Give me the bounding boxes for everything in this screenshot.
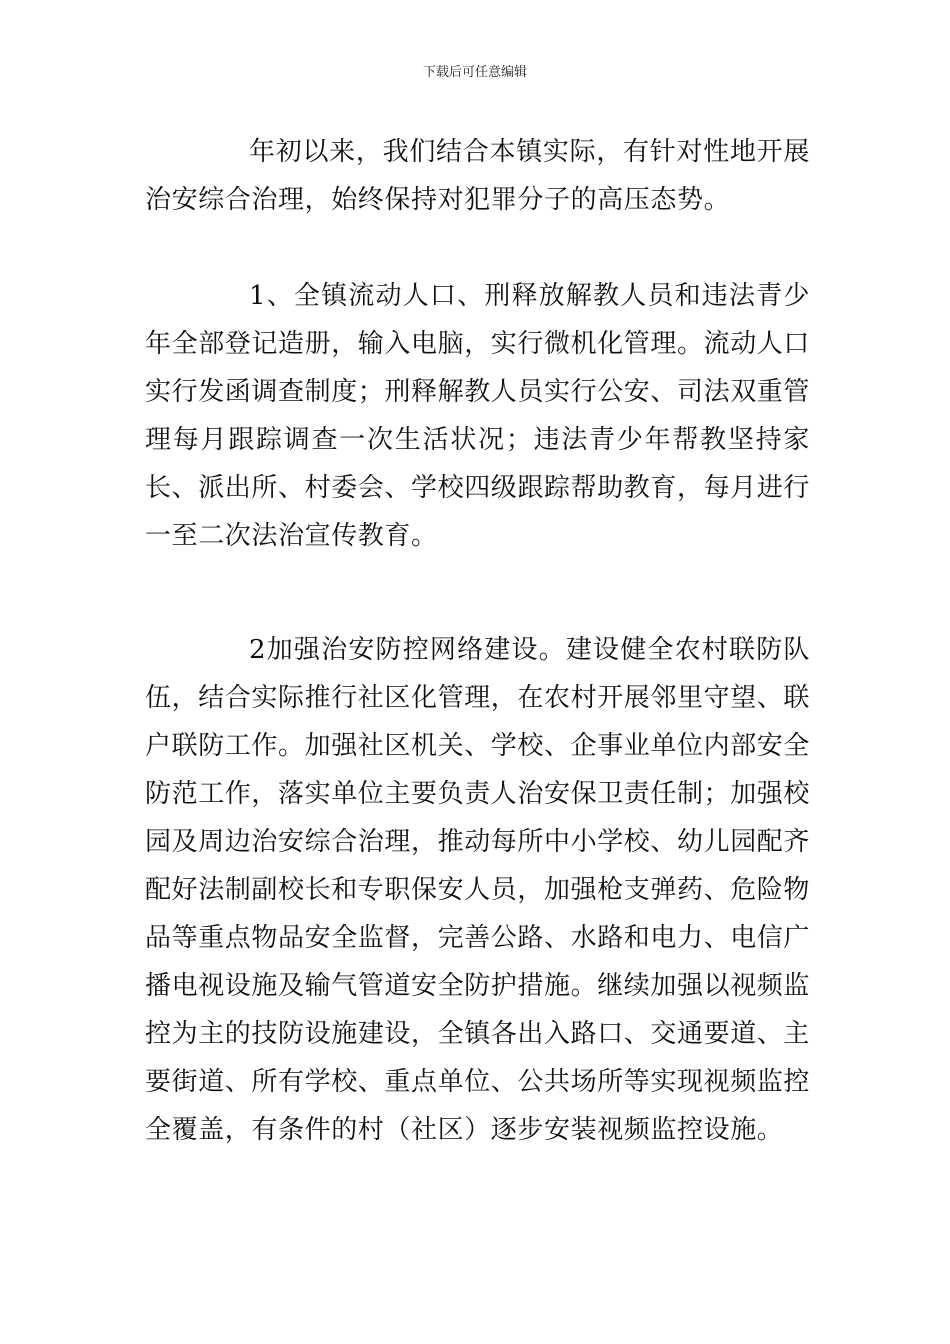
paragraph-item-1: 1、全镇流动人口、刑释放解教人员和违法青少年全部登记造册，输入电脑，实行微机化管理。流动人口实行发函调查制度；刑释解教人员实行公安、司法双重管理每月跟踪调查一次生活状况；违法青少年帮教坚持家长、派出所、村委会、学校四级跟踪帮助教育，每月进行一至二次法治宣传教育。: [145, 281, 811, 551]
header-note: 下载后可任意编辑: [422, 65, 527, 80]
paragraph-item-2: 2加强治安防控网络建设。建设健全农村联防队伍，结合实际推行社区化管理，在农村开展邻里守望、联户联防工作。加强社区机关、学校、企事业单位内部安全防范工作，落实单位主要负责人治安保卫责任制；加强校园及周边治安综合治理，推动每所中小学校、幼儿园配齐配好法制副校长和专职保安人员，加强枪支弹药、危险物品等重点物品安全监督，完善公路、水路和电力、电信广播电视设施及输气管道安全防护措施。继续加强以视频监控为主的技防设施建设，全镇各出入路口、交通要道、主要街道、所有学校、重点单位、公共场所等实现视频监控全覆盖，有条件的村（社区）逐步安装视频监控设施。: [145, 635, 811, 1145]
paragraph-intro: 年初以来，我们结合本镇实际，有针对性地开展治安综合治理，始终保持对犯罪分子的高压态势。: [145, 137, 810, 215]
